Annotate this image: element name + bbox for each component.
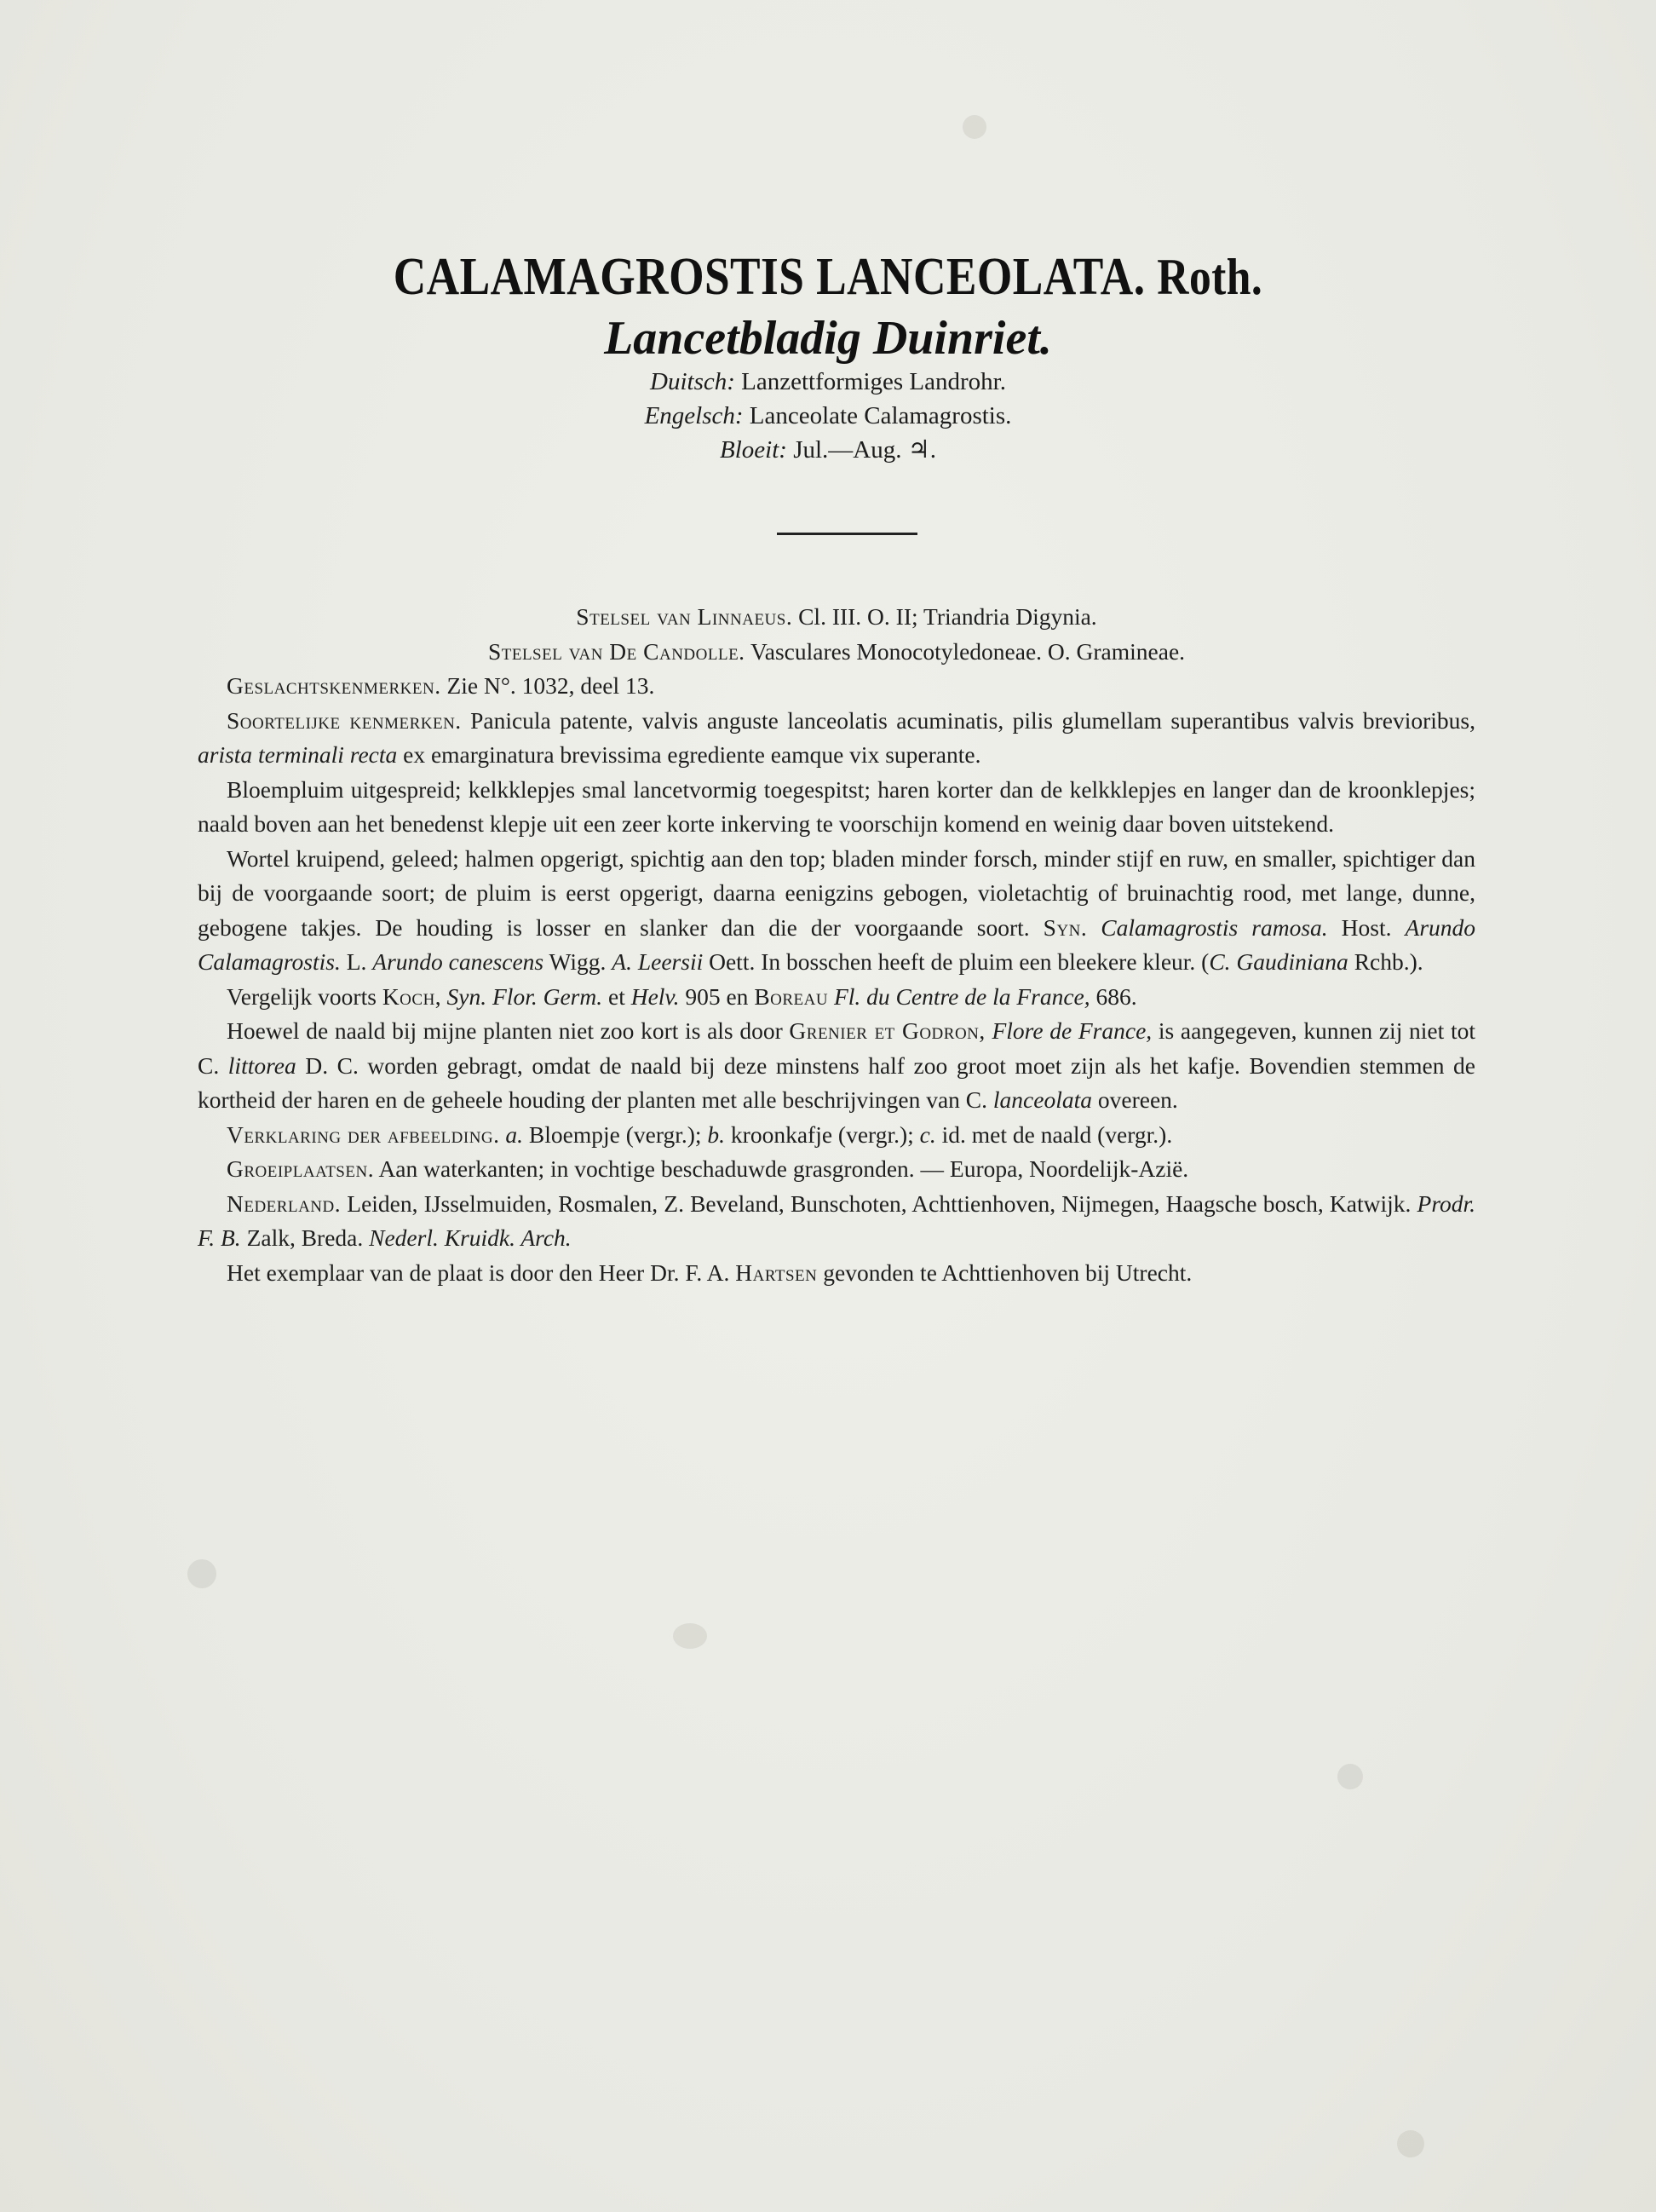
habitats: Groeiplaatsen. Aan waterkanten; in vochtige beschaduwde grasgronden. — Europa, Noordelijk-Azië. [227,1155,1189,1182]
english-name: Lanceolate Calamagrostis. [749,402,1012,429]
dutch-name: Lancetbladig Duinriet. [604,312,1052,365]
bloom-line [0,433,1656,467]
species-name: CALAMAGROSTIS LANCEOLATA. [393,248,1146,306]
description-body [198,600,1475,1290]
linnaeus-system: Stelsel van Linnaeus. Cl. III. O. II; Triandria Digynia. [576,603,1097,630]
specimen-note: Het exemplaar van de plaat is door den Heer Dr. F. A. Hartsen gevonden te Achttienhoven bij Utrecht. [227,1259,1193,1286]
english-label: Engelsch: [644,402,744,429]
netherlands-localities: Nederland. Leiden, IJsselmuiden, Rosmalen, Z. Beveland, Bunschoten, Achttienhoven, Nijmegen, Haagsche bosch, Katwijk. Prodr. F. B. Zalk, Breda. Nederl. Kruidk. Arch. [198,1190,1476,1251]
species-characters: Soortelijke kenmerken. Panicula patente, valvis anguste lanceolatis acuminatis, pilis glumellam superantibus valvis brevioribus, arista terminali recta ex emarginatura brevissima egrediente eamque vix superante. [198,706,1476,768]
candolle-system: Stelsel van De Candolle. Vasculares Monocotyledoneae. O. Gramineae. [487,637,1186,665]
divider-rule [777,533,917,535]
compare-references: Vergelijk voorts Koch, Syn. Flor. Germ. et Helv. 905 en Boreau Fl. du Centre de la France, 686. [227,982,1137,1010]
german-name: Lanzettformiges Landrohr. [741,368,1006,395]
inflorescence-description: Bloempluim uitgespreid; kelkklepjes smal lancetvormig toegespitst; haren korter dan de kelkklepjes en langer dan de kroonklepjes; naald boven aan het benedenst klepje uit een zeer korte inkerving te voorschijn komend en weinig daar boven uitstekend. [198,775,1475,837]
german-line [0,365,1656,399]
english-line [0,399,1656,433]
bloom-label: Bloeit: [720,436,787,464]
species-title [116,247,1540,308]
common-names [0,365,1656,467]
awn-remark: Hoewel de naald bij mijne planten niet zoo kort is als door Grenier et Godron, Flore de France, is aangegeven, kunnen zij niet tot C. littorea D. C. worden gebragt, omdat de naald bij deze minstens half zoo groot moet zijn als het kafje. Bovendien stemmen de kortheid der haren en de geheele houding der planten met alle beschrijvingen van C. lanceolata overeen. [198,1017,1476,1113]
german-label: Duitsch: [650,368,735,395]
habit-description: Wortel kruipend, geleed; halmen opgerigt, spichtig aan den top; bladen minder forsch, minder stijf en ruw, en smaller, spichtiger dan bij de voorgaande soort; de pluim is eerst opgerigt, daarna eenigzins gebogen, violetachtig of bruinachtig rood, met lange, dunne, gebogene takjes. De houding is losser en slanker dan die der voorgaande soort. Syn. Calamagrostis ramosa. Host. Arundo Calamagrostis. L. Arundo canescens Wigg. A. Leersii Oett. In bosschen heeft de pluim een bleekere kleur. (C. Gaudiniana Rchb.). [198,844,1476,975]
bloom-value: Jul.—Aug. ♃. [793,436,936,464]
figure-explanation: Verklaring der afbeelding. a. Bloempje (vergr.); b. kroonkafje (vergr.); c. id. met de naald (vergr.). [227,1120,1173,1148]
genus-characters: Geslachtskenmerken. Zie N°. 1032, deel 13. [227,672,655,699]
species-author: Roth. [1157,249,1263,305]
